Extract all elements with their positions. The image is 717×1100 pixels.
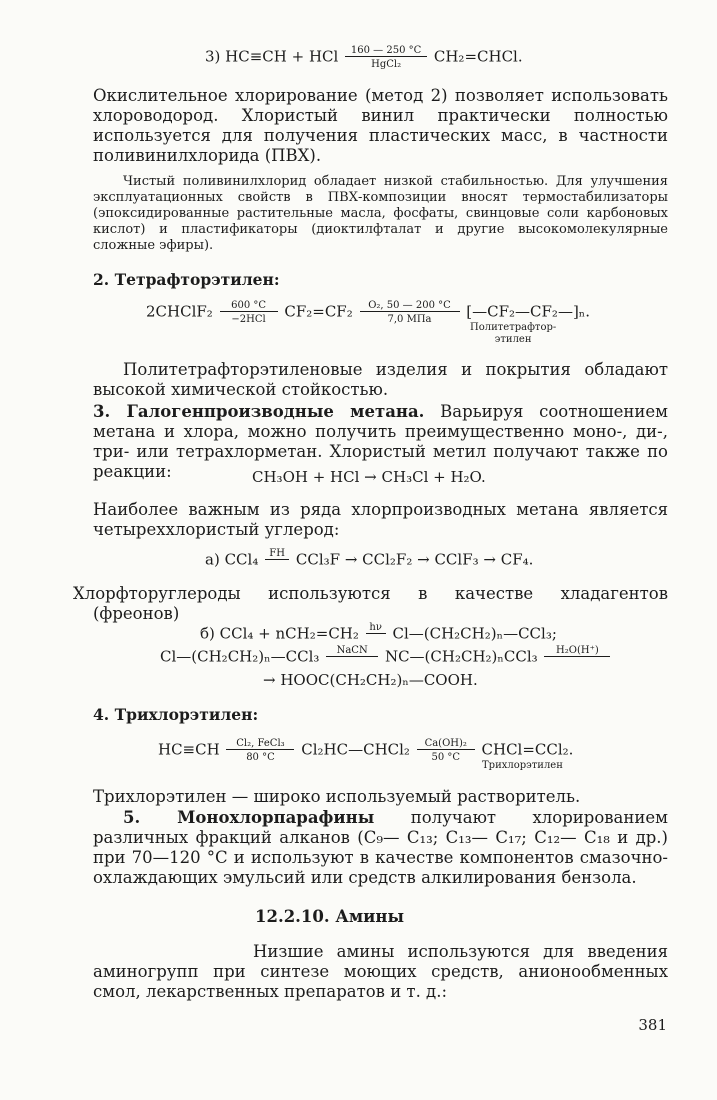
equation-8-arrow-2: $\frac{\text{Ca(OH)₂}}{50 ^\circ C}$ bbox=[417, 738, 475, 763]
heading-trichloroethylene: 4. Трихлорэтилен: bbox=[93, 705, 259, 724]
paragraph-8: Низшие амины используются для введения аминогрупп при синтезе моющих средств, анионообменных смол, лекарственных препаратов и т. д.: bbox=[93, 942, 668, 1001]
page-number: 381 bbox=[638, 1016, 667, 1034]
section-heading-amines: 12.2.10. Амины bbox=[255, 907, 405, 926]
equation-4-arrow: FH bbox=[265, 548, 289, 573]
equation-8: HC≡CH $\frac{\text{Cl₂, FeCl₃}}{80 ^\circ C}$ Cl₂HC—CHCl₂ $\frac{\text{Ca(OH)₂}}{50 ^\circ C}$ CHCl=CCl₂. bbox=[158, 738, 574, 763]
paragraph-3: 3. Галогенпроизводные метана. Варьируя соотношением метана и хлора, можно получить преимущественно моно-, ди-, три- или тетрахлорметан. Хлористый метил получают также по реакции: bbox=[93, 402, 668, 481]
equation-1 bbox=[205, 45, 523, 70]
equation-6: Cl—(CH₂CH₂)ₙ—CCl₃ NaCN NC—(CH₂CH₂)ₙCCl₃ H₂O(H⁺) bbox=[160, 645, 612, 670]
heading-tetrafluoroethylene: 2. Тетрафторэтилен: bbox=[93, 270, 280, 289]
equation-2: 2CHClF₂ $\frac{600 ^\circ C}{\text{−2HCl}}$ CF₂=CF₂ $\frac{\text{O₂, 50 — 200 °C}}{\text{7,0 МПа}}$ [—CF₂—CF₂—]ₙ. bbox=[146, 300, 591, 325]
paragraph-7-title: 5. Монохлорпарафины bbox=[123, 808, 375, 827]
paragraph-7: 5. Монохлорпарафины получают хлорированием различных фракций алканов (C₉— C₁₃; C₁₃— C₁₇; C₁₂— C₁₈ и др.) при 70—120 °C и используют в качестве компонентов смазочно-охлаждающих эмульсий или средств алкилирования бензола. bbox=[93, 808, 668, 887]
equation-1-arrow: $\frac{160 — 250 ^\circ C}{\text{HgCl₂}}$ bbox=[345, 45, 427, 70]
equation-2-arrow-1: $\frac{600 ^\circ C}{\text{−2HCl}}$ bbox=[220, 300, 278, 325]
note-1: Чистый поливинилхлорид обладает низкой стабильностью. Для улучшения эксплуатационных свойств в ПВХ-композиции вносят термостабилизаторы (эпоксидированные растительные масла, фосфаты, свинцовые соли карбоновых кислот) и пластификаторы (диоктилфталат и другие высокомолекулярные сложные эфиры). bbox=[93, 174, 668, 253]
paragraph-4: Наиболее важным из ряда хлорпроизводных метана является четыреххлористый углерод: bbox=[93, 500, 668, 539]
paragraph-6: Трихлорэтилен — широко используемый растворитель. bbox=[93, 787, 581, 806]
equation-6-arrow-2: H₂O(H⁺) bbox=[544, 645, 610, 670]
paragraph-2: Политетрафторэтиленовые изделия и покрытия обладают высокой химической стойкостью. bbox=[93, 360, 668, 399]
equation-3: CH₃OH + HCl → CH₃Cl + H₂O. bbox=[252, 468, 486, 486]
polytetrafluoroethylene-label: Политетрафтор- этилен bbox=[470, 322, 557, 345]
equation-4: а) CCl₄ FH CCl₃F → CCl₂F₂ → CClF₃ → CF₄. bbox=[205, 548, 533, 573]
equation-8-arrow-1: $\frac{\text{Cl₂, FeCl₃}}{80 ^\circ C}$ bbox=[226, 738, 294, 763]
paragraph-1: Окислительное хлорирование (метод 2) позволяет использовать хлороводород. Хлористый винил практически полностью используется для получения пластических масс, в частности поливинилхлорида (ПВХ). bbox=[93, 86, 668, 165]
equation-5: б) CCl₄ + nCH₂=CH₂ hν Cl—(CH₂CH₂)ₙ—CCl₃; bbox=[200, 622, 557, 647]
paragraph-3-title: 3. Галогенпроизводные метана. bbox=[93, 402, 425, 421]
equation-2-arrow-2: $\frac{\text{O₂, 50 — 200 °C}}{\text{7,0 МПа}}$ bbox=[360, 300, 460, 325]
equation-6-arrow-1: NaCN bbox=[326, 645, 378, 670]
trichloroethylene-label: Трихлорэтилен bbox=[482, 760, 563, 771]
equation-5-arrow: hν bbox=[366, 622, 386, 647]
paragraph-5: Хлорфторуглероды используются в качестве хладагентов (фреонов) bbox=[73, 584, 668, 623]
equation-1-rhs: CH₂=CHCl. bbox=[433, 47, 523, 66]
equation-7: → HOOC(CH₂CH₂)ₙ—COOH. bbox=[263, 671, 478, 689]
equation-1-lhs: 3) HC≡CH + HCl bbox=[205, 47, 339, 66]
